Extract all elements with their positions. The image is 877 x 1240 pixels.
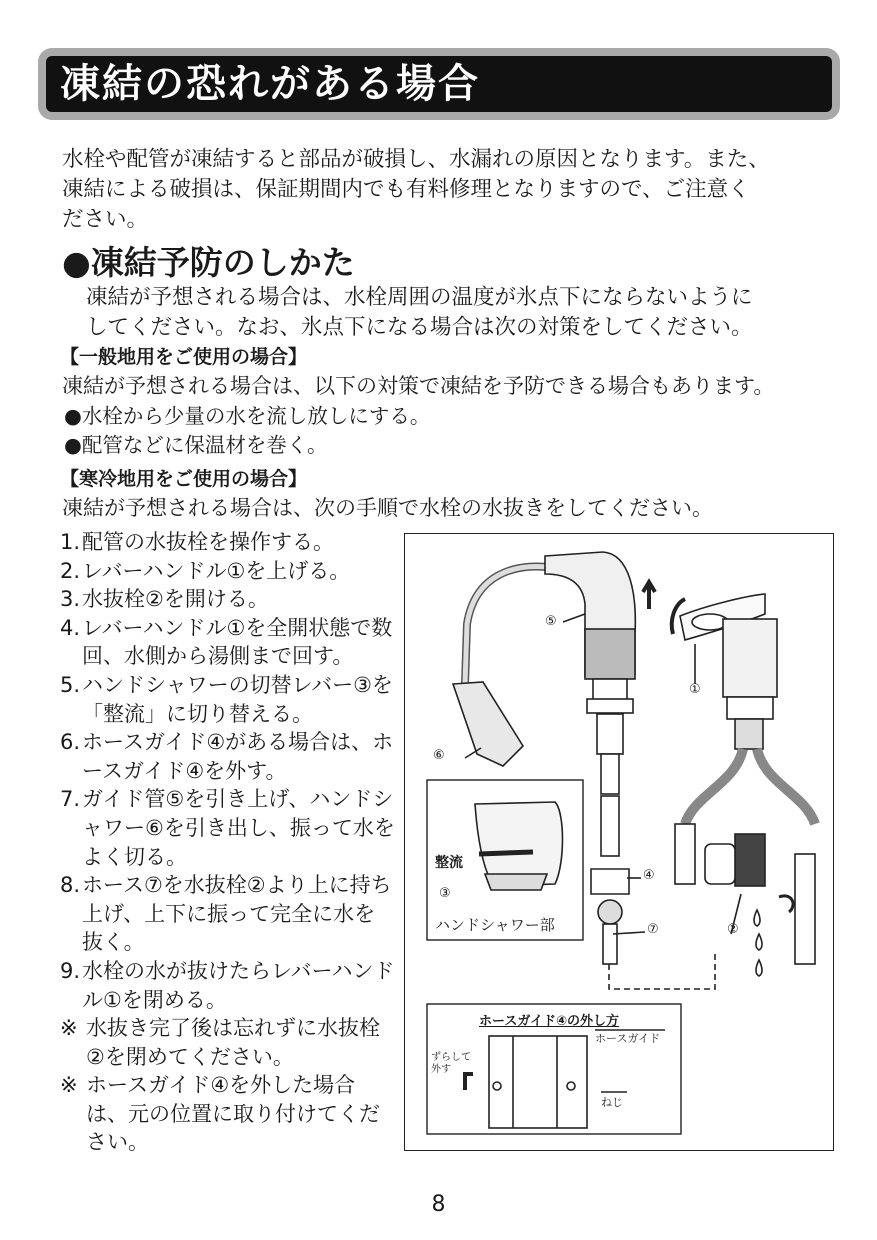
guide-pipe: [585, 629, 635, 679]
note-text: 水抜き完了後は忘れずに水抜栓②を閉めてください。: [86, 1016, 380, 1069]
prevention-line: してください。なお、氷点下になる場合は次の対策をしてください。: [86, 315, 753, 340]
cold-heading: 【寒冷地用をご使用の場合】: [60, 468, 308, 490]
step-item: [60, 957, 395, 1014]
general-body: 凍結が予想される場合は、以下の対策で凍結を予防できる場合もあります。: [62, 374, 775, 398]
step-item: [60, 528, 395, 557]
mixer-body: [723, 619, 777, 697]
step-number: 2.: [60, 558, 81, 583]
note-text: ホースガイド④を外した場合は、元の位置に取り付けてください。: [86, 1073, 380, 1155]
water-drop-icon: [754, 910, 760, 926]
up-arrow-icon: [643, 582, 655, 609]
step-item: [60, 585, 395, 614]
label-screw: ねじ: [601, 1096, 623, 1109]
step-text: 水抜栓②を開ける。: [82, 587, 269, 612]
step-number: 5.: [60, 672, 81, 697]
intro-line: 水栓や配管が凍結すると部品が破損し、水漏れの原因となります。また、: [62, 147, 770, 172]
step-item: [60, 614, 395, 671]
label-2: ②: [727, 922, 739, 937]
note-mark: ※: [60, 1073, 78, 1098]
note-item: [60, 1071, 395, 1157]
step-text: 水栓の水が抜けたらレバーハンドル①を閉める。: [82, 958, 395, 1012]
prevention-heading: ●凍結予防のしかた: [62, 243, 355, 282]
label-seiryu: 整流: [435, 855, 463, 871]
label-7: ⑦: [647, 922, 659, 937]
faucet-diagram: [404, 533, 834, 1151]
step-number: 8.: [60, 873, 81, 898]
prevention-body: [86, 283, 826, 343]
page-title: 凍結の恐れがある場合: [60, 61, 480, 107]
cold-body: 凍結が予想される場合は、次の手順で水栓の水抜きをしてください。: [62, 496, 713, 520]
note-mark: ※: [60, 1016, 78, 1041]
step-text: ガイド管⑤を引き上げ、ハンドシャワー⑥を引き出し、振って水をよく切る。: [82, 787, 395, 869]
step-text: ホース⑦を水抜栓②より上に持ち上げ、上下に振って完全に水を抜く。: [82, 873, 392, 955]
label-handshower-part: ハンドシャワー部: [435, 916, 555, 934]
general-heading: 【一般地用をご使用の場合】: [60, 346, 308, 368]
step-item: [60, 785, 395, 871]
general-bullet: ●水栓から少量の水を流し放しにする。: [64, 404, 431, 428]
step-text: ホースガイド④がある場合は、ホースガイド④を外す。: [82, 730, 394, 783]
supply-pipe-right: [757, 749, 815, 824]
step-number: 1.: [60, 530, 81, 554]
drain-hose: [603, 924, 617, 964]
step-item: [60, 728, 395, 785]
label-3: ③: [439, 886, 451, 901]
label-6: ⑥: [433, 748, 445, 763]
note-item: [60, 1014, 395, 1071]
step-item: [60, 871, 395, 957]
hose-guide: [591, 869, 629, 894]
step-number: 6.: [60, 730, 81, 755]
step-item: [60, 557, 395, 586]
water-drop-icon: [756, 934, 762, 950]
page-number: 8: [431, 1192, 446, 1217]
general-bullet: ●配管などに保温材を巻く。: [64, 433, 328, 457]
step-text: レバーハンドル①を全開状態で数回、水側から湯側まで回す。: [82, 615, 393, 669]
step-text: 配管の水抜栓を操作する。: [82, 530, 334, 554]
label-5: ⑤: [545, 614, 557, 629]
shower-hose: [465, 567, 555, 684]
step-number: 7.: [60, 787, 81, 812]
guide-removal-title: ホースガイド④の外し方: [479, 1014, 619, 1029]
intro-paragraph: [62, 145, 832, 235]
drain-valve: [735, 834, 765, 886]
supply-pipe-left: [685, 749, 743, 824]
hand-shower-head: [453, 682, 523, 766]
step-number: 4.: [60, 615, 81, 640]
step-text: ハンドシャワーの切替レバー③を「整流」に切り替える。: [82, 672, 393, 726]
step-text: レバーハンドル①を上げる。: [82, 558, 351, 583]
water-drop-icon: [756, 960, 762, 976]
label-1: ①: [689, 682, 701, 697]
step-number: 9.: [60, 958, 81, 983]
label-slide-off: ずらして 外す: [431, 1052, 471, 1075]
drain-steps: [60, 528, 395, 1157]
label-4: ④: [643, 868, 655, 883]
intro-line: 凍結による破損は、保証期間内でも有料修理となりますので、ご注意く: [62, 177, 750, 202]
step-item: [60, 671, 395, 728]
prevention-line: 凍結が予想される場合は、水栓周囲の温度が氷点下にならないように: [86, 285, 753, 310]
label-hose-guide: ホースガイド: [595, 1032, 661, 1045]
step-number: 3.: [60, 587, 81, 612]
intro-line: ださい。: [62, 207, 149, 232]
